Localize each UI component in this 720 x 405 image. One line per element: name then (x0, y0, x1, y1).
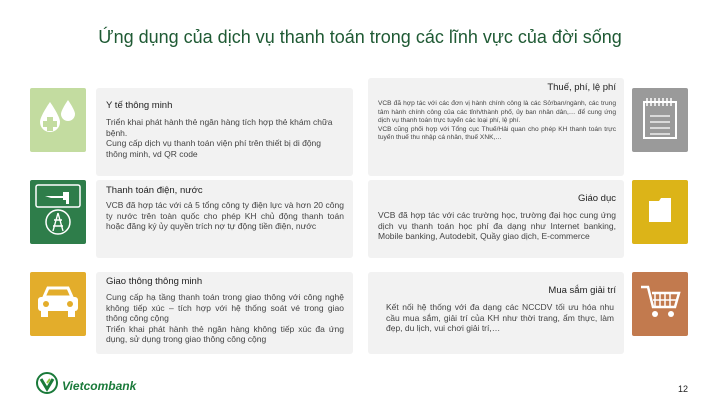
utility-faucet-tower-icon (33, 182, 83, 243)
utility-icon-box (30, 180, 86, 244)
health-card-body (106, 117, 344, 159)
page-title: Ứng dụng của dịch vụ thanh toán trong các lĩnh vực của đời sống (98, 27, 622, 47)
utility-card-body (106, 200, 344, 232)
utility-card (96, 180, 353, 258)
transport-card (96, 272, 353, 354)
utility-card-title: Thanh toán điện, nước (106, 185, 203, 196)
vietcombank-logo-icon (36, 372, 58, 399)
transport-card-body (106, 292, 344, 345)
shopping-card-title: Mua sắm giải trí (548, 285, 616, 296)
book-icon (645, 195, 675, 230)
car-icon (36, 285, 80, 324)
page-number: 12 (677, 384, 688, 394)
shopping-card (368, 272, 624, 354)
vietcombank-logo (36, 372, 136, 399)
health-card-title: Y tế thông minh (106, 100, 173, 111)
education-line-1: VCB đã hợp tác với các trường học, trường đại học cung ứng dịch vụ thanh toán học phí đa dạng như Internet banking, Mobile banking, Autodebit, Quầy giao dịch, E-commerce (378, 210, 616, 241)
transport-icon-box (30, 272, 86, 336)
health-icon-box (30, 88, 86, 152)
tax-line-2: VCB cũng phối hợp với Tổng cục Thuế/Hải quan cho phép KH thanh toán trực tuyến thuế thu nhập cá nhân, thuế XNK,… (378, 125, 616, 142)
transport-card-title: Giao thông thông minh (106, 276, 203, 287)
shopping-line-1: Kết nối hệ thống với đa dạng các NCCDV tối ưu hóa nhu cầu mua sắm, giải trí của KH như thời trang, ẩm thực, làm đẹp, du lịch, vui chơi giải trí,… (386, 302, 614, 333)
tax-card (368, 78, 624, 176)
tax-card-title: Thuế, phí, lệ phí (547, 82, 616, 93)
education-card-body (378, 210, 616, 242)
medical-drops-icon (36, 96, 80, 145)
health-line-1: Triển khai phát hành thẻ ngân hàng tích hợp thẻ khám chữa bệnh. (106, 117, 333, 138)
shopping-icon-box (632, 272, 688, 336)
education-icon-box (632, 180, 688, 244)
education-card-title: Giáo dục (577, 193, 616, 204)
education-card (368, 180, 624, 258)
vietcombank-logo-text: Vietcombank (62, 378, 137, 393)
utility-line-1: VCB đã hợp tác với cả 5 tổng công ty điện lực và hơn 20 công ty nước trên toàn quốc cho phép KH chủ động thanh toán hoặc đăng ký ủy quyền trích nợ tự động tiền điện, nước (106, 200, 344, 231)
transport-line-2: Triển khai phát hành thẻ ngân hàng không tiếp xúc đa ứng dụng, sử dụng trong giao thông công cộng (106, 323, 344, 344)
tax-card-body (378, 100, 616, 143)
health-line-2: Cung cấp dịch vụ thanh toán viện phí trên thiết bị di động thông minh, vd QR code (106, 138, 322, 159)
shopping-cart-icon (639, 283, 681, 326)
transport-line-1: Cung cấp hạ tầng thanh toán trong giao thông với công nghệ không tiếp xúc – tích hợp với hệ thống soát vé trong giao thông công cộng (106, 292, 344, 323)
notepad-icon (642, 96, 678, 145)
tax-icon-box (632, 88, 688, 152)
health-card (96, 88, 353, 176)
tax-line-1: VCB đã hợp tác với các đơn vị hành chính công là các Sở/ban/ngành, các trung tâm hành chính công của các tỉnh/thành phố, ủy ban nhân dân,… để cung ứng dịch vụ thanh toán trực tuyến các loại phí, lệ phí. (378, 100, 616, 125)
shopping-card-body (386, 302, 614, 334)
